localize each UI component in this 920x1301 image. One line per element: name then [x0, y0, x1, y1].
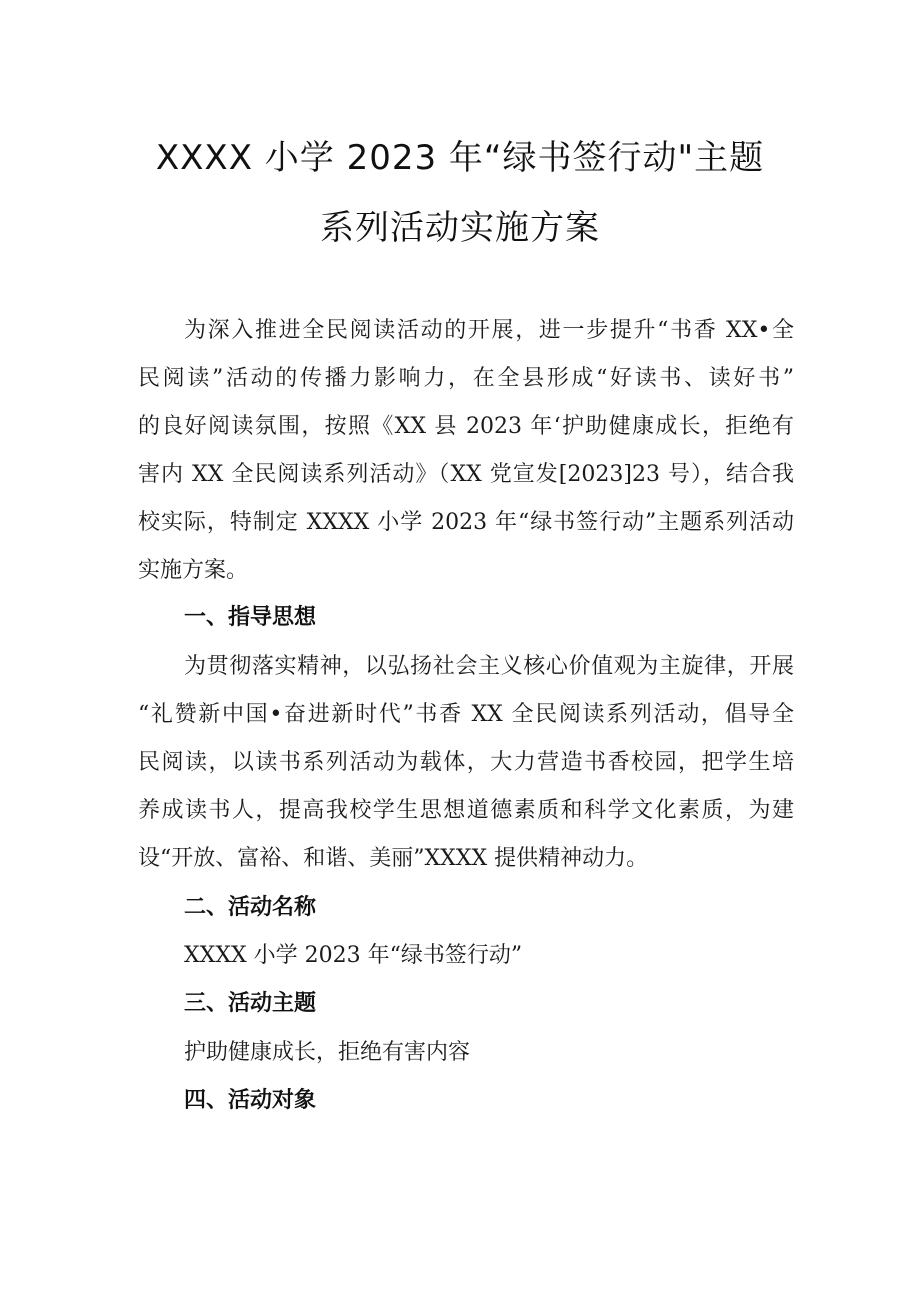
intro-line: 害内 XX 全民阅读系列活动》（XX 党宣发[2023]23 号），结合我 — [138, 462, 794, 487]
section1-line: 民阅读，以读书系列活动为载体，大力营造书香校园，把学生培 — [138, 750, 794, 775]
document-title-line-2: 系列活动实施方案 — [320, 208, 600, 248]
section1-line: “礼赞新中国•奋进新时代”书香 XX 全民阅读系列活动，倡导全 — [138, 702, 794, 727]
section1-line: 养成读书人，提高我校学生思想道德素质和科学文化素质，为建 — [138, 798, 794, 823]
section1-line: 为贯彻落实精神，以弘扬社会主义核心价值观为主旋律，开展 — [184, 654, 794, 679]
intro-line: 为深入推进全民阅读活动的开展，进一步提升“书香 XX•全 — [184, 318, 794, 343]
intro-line: 的良好阅读氛围，按照《XX 县 2023 年‘护助健康成长，拒绝有 — [138, 414, 794, 439]
document-title-line-1: XXXX 小学 2023 年“绿书签行动"主题 — [155, 138, 765, 178]
intro-line: 实施方案。 — [138, 558, 249, 583]
intro-line: 校实际，特制定 XXXX 小学 2023 年“绿书签行动”主题系列活动 — [138, 510, 794, 535]
activity-theme-text: 护助健康成长，拒绝有害内容 — [184, 1040, 471, 1065]
section1-line: 设“开放、富裕、和谐、美丽”XXXX 提供精神动力。 — [138, 846, 649, 871]
intro-line: 民阅读”活动的传播力影响力，在全县形成“好读书、读好书” — [138, 366, 794, 391]
activity-name-text: XXXX 小学 2023 年“绿书签行动” — [184, 943, 523, 968]
section-heading-activity-target: 四、活动对象 — [184, 1088, 317, 1113]
section-heading-activity-theme: 三、活动主题 — [184, 991, 317, 1016]
section-heading-guiding-ideology: 一、指导思想 — [184, 605, 317, 630]
section-heading-activity-name: 二、活动名称 — [184, 895, 317, 920]
